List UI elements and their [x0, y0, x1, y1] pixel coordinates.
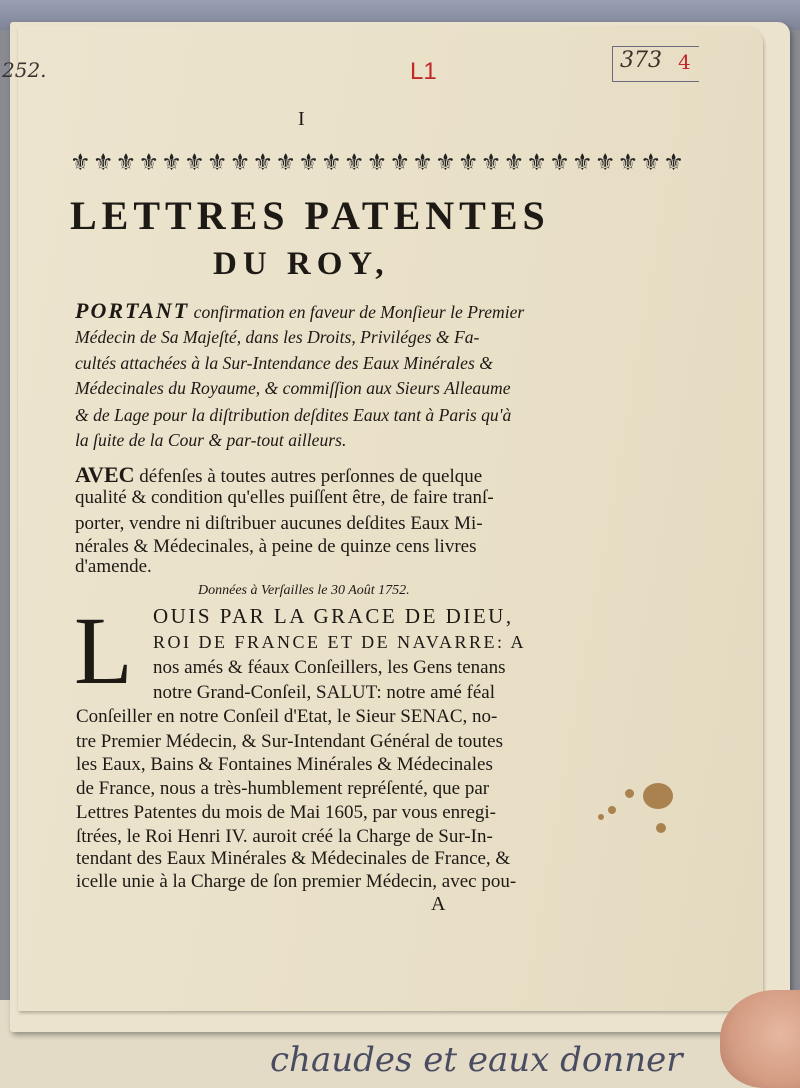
folio-red-mark: 4 — [678, 50, 691, 74]
handwritten-note: chaudes et eaux donner — [270, 1040, 683, 1080]
body-line: notre Grand-Conſeil, SALUT: notre amé féal — [153, 682, 495, 703]
fleur-de-lis-ornament: ⚜⚜⚜⚜⚜⚜⚜⚜⚜⚜⚜⚜⚜⚜⚜⚜⚜⚜⚜⚜⚜⚜⚜⚜⚜⚜⚜ — [70, 150, 687, 176]
red-reference-mark: L1 — [410, 58, 437, 85]
body-line: tre Premier Médecin, & Sur-Intendant Général de toutes — [76, 731, 503, 752]
stain — [625, 789, 634, 798]
avec-line: nérales & Médecinales, à peine de quinze cens livres — [75, 536, 477, 557]
avec-line: qualité & condition qu'elles puiſſent être, de faire tranſ- — [75, 487, 494, 508]
portant-line: la ſuite de la Cour & par-tout ailleurs. — [75, 430, 347, 450]
body-line: Conſeiller en notre Conſeil d'Etat, le Sieur SENAC, no- — [76, 706, 498, 727]
portant-line: & de Lage pour la diſtribution deſdites Eaux tant à Paris qu'à — [75, 405, 512, 425]
body-line: OUIS PAR LA GRACE DE DIEU, — [153, 604, 514, 628]
portant-line — [75, 298, 524, 324]
date-line: Données à Verſailles le 30 Août 1752. — [198, 583, 410, 598]
stain — [608, 806, 616, 814]
body-line: Lettres Patentes du mois de Mai 1605, par vous enregi- — [76, 802, 497, 823]
portant-text: confirmation en faveur de Monſieur le Premier — [189, 302, 525, 322]
signature-mark: A — [431, 893, 446, 915]
stain — [656, 823, 666, 833]
folio-number: 373 — [620, 48, 662, 73]
stain — [643, 783, 673, 809]
avec-lead: AVEC — [75, 462, 135, 487]
avec-line — [75, 462, 482, 488]
body-line: tendant des Eaux Minérales & Médecinales de France, & — [76, 848, 511, 869]
body-line: icelle unie à la Charge de ſon premier Médecin, avec pou- — [76, 871, 517, 892]
document-subtitle: DU ROY, — [213, 246, 390, 282]
avec-line: d'amende. — [75, 556, 152, 577]
body-line: de France, nous a très-humblement repréſenté, que par — [76, 778, 490, 799]
body-line: ſtrées, le Roi Henri IV. auroit créé la Charge de Sur-In- — [76, 826, 493, 847]
body-line: nos amés & féaux Conſeillers, les Gens tenans — [153, 657, 506, 678]
avec-text: défenſes à toutes autres perſonnes de quelque — [134, 466, 483, 487]
margin-note: 252. — [2, 58, 47, 82]
drop-cap: L — [74, 597, 133, 704]
body-line: les Eaux, Bains & Fontaines Minérales & Médecinales — [76, 754, 493, 775]
portant-line: Médecinales du Royaume, & commiſſion aux Sieurs Alleaume — [75, 378, 511, 398]
document-title: LETTRES PATENTES — [70, 193, 550, 238]
portant-line: cultés attachées à la Sur-Intendance des Eaux Minérales & — [75, 353, 493, 373]
page-number: I — [298, 108, 305, 130]
stain — [598, 814, 604, 820]
avec-line: porter, vendre ni diſtribuer aucunes deſdites Eaux Mi- — [75, 513, 483, 534]
portant-lead: PORTANT — [75, 298, 190, 323]
portant-line: Médecin de Sa Majeſté, dans les Droits, Priviléges & Fa- — [75, 327, 480, 347]
body-line: ROI DE FRANCE ET DE NAVARRE: A — [153, 632, 527, 652]
